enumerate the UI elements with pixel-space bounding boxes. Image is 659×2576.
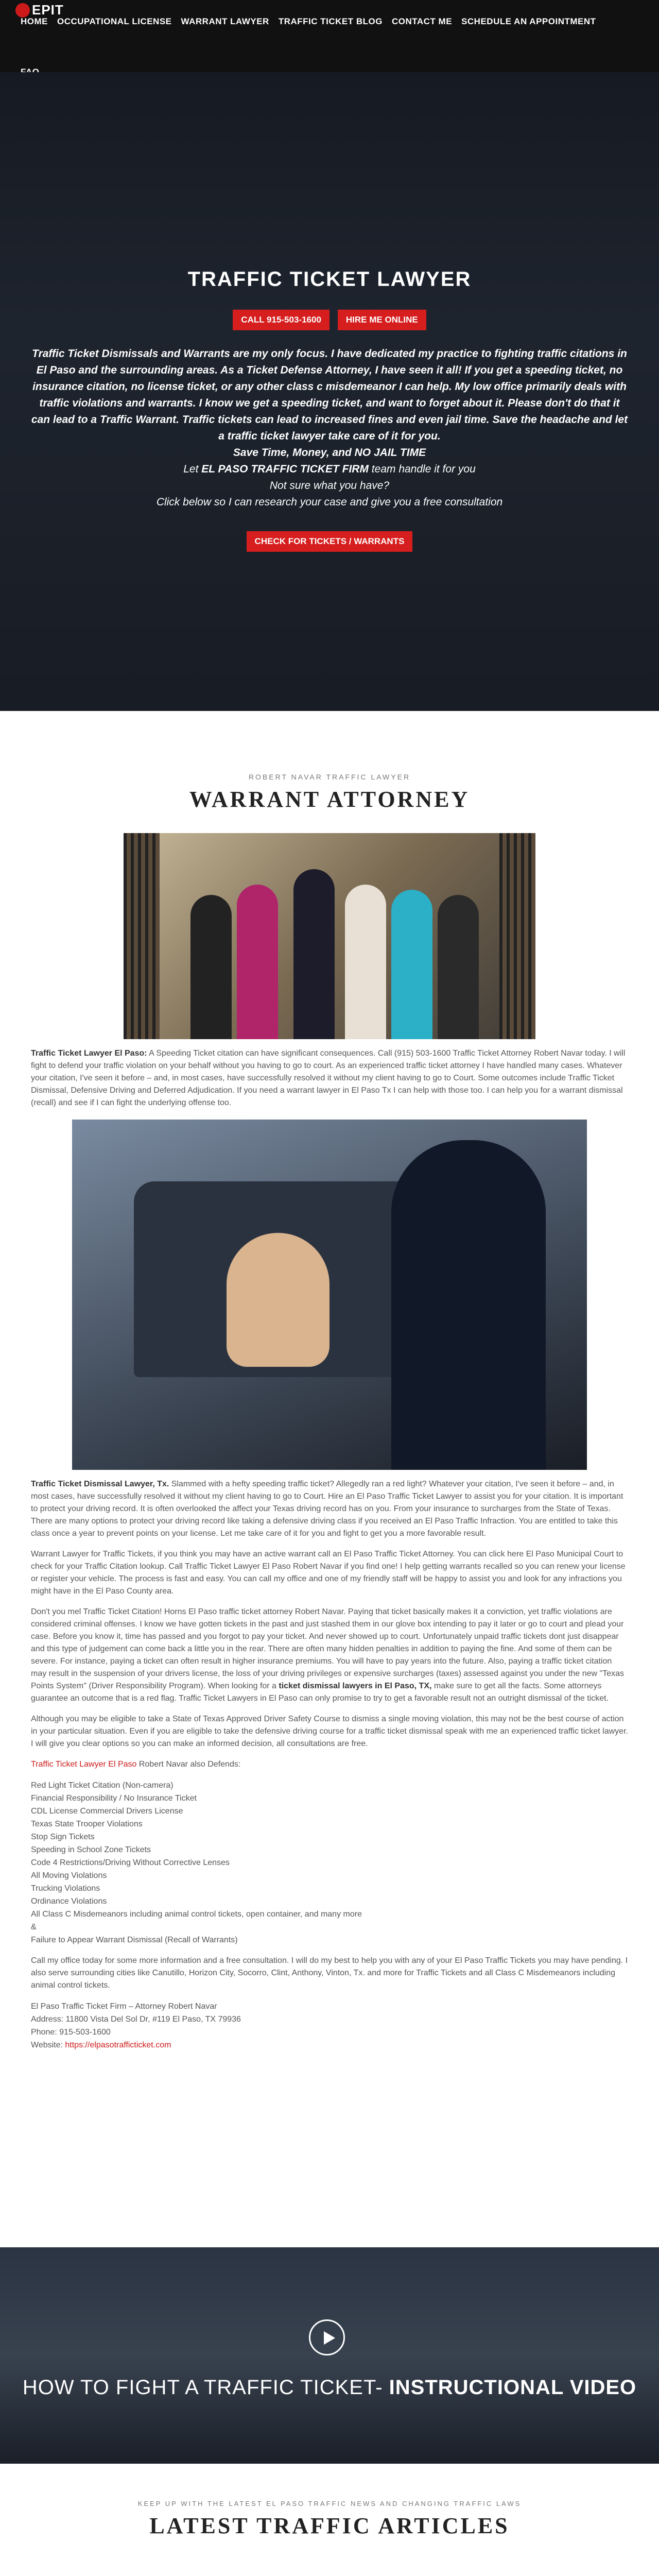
traffic-ticket-lawyer-link[interactable]: Traffic Ticket Lawyer El Paso: [31, 1760, 137, 1769]
hire-online-button[interactable]: HIRE ME ONLINE: [338, 310, 426, 330]
website-link[interactable]: https://elpasotrafficticket.com: [65, 2041, 171, 2049]
list-item: Texas State Trooper Violations: [31, 1820, 143, 1828]
para-2: Traffic Ticket Dismissal Lawyer, Tx. Slammed with a hefty speeding traffic ticket? Allegedly ran a red light? Whatever your citation, I've seen it before – and, in most cases, have successfully resolved it without my client having to go to Court. Hire an El Paso Traffic Ticket Lawyer to assist you for your citation. It is important to protect your driving record. It is often overlooked the affect your Texas driving record has on you. From your insurance to surcharges from the State of Texas. There are many options to protect your driving record like taking a defensive driving class if you received an El Paso Traffic Infraction. You are entitled to take this class once a year to prevent points on your license. Let me take care of it for you and fight to get you a more favorable result.: [31, 1480, 623, 1538]
site-header: [0, 0, 659, 72]
defends-list: [31, 1779, 628, 1946]
main-nav: [21, 14, 649, 77]
nav-item-traffic-ticket-blog[interactable]: TRAFFIC TICKET BLOG: [278, 16, 383, 26]
hero-save: Save Time, Money, and NO JAIL TIME: [233, 447, 426, 459]
list-item: Stop Sign Tickets: [31, 1833, 95, 1841]
list-item: Ordinance Violations: [31, 1897, 107, 1906]
video-section: [0, 2247, 659, 2464]
call-button[interactable]: CALL 915-503-1600: [233, 310, 330, 330]
contact-phone: Phone: 915-503-1600: [31, 2028, 111, 2037]
hero-section: [0, 72, 659, 711]
list-item: CDL License Commercial Drivers License: [31, 1807, 183, 1816]
warrant-section: [0, 711, 659, 2052]
hero-lead: Traffic Ticket Dismissals and Warrants are my only focus. I have dedicated my practice to fighting traffic citations in El Paso and the surrounding areas. As a Ticket Defense Attorney, I have seen it all! If you get a speeding ticket, no insurance citation, no license ticket, or any other class c misdemeanor I can help. My low office primarily deals with traffic violations and warrants. I know we get a speeding ticket, and want to forget about it. Please don't do that it can lead to a Traffic Warrant. Traffic tickets can lead to increased fines and even jail time. Save the headache and let a traffic ticket lawyer take care of it for you.: [31, 348, 628, 442]
contact-address: Address: 11800 Vista Del Sol Dr, #119 El Paso, TX 79936: [31, 2015, 241, 2024]
contact-firm: El Paso Traffic Ticket Firm – Attorney Robert Navar: [31, 2002, 217, 2011]
list-item: Failure to Appear Warrant Dismissal (Recall of Warrants): [31, 1936, 238, 1944]
check-tickets-button[interactable]: CHECK FOR TICKETS / WARRANTS: [247, 531, 413, 552]
hero-not-sure: Not sure what you have?: [269, 480, 390, 492]
logo-text: EPIT: [32, 2, 64, 18]
list-item: Speeding in School Zone Tickets: [31, 1845, 151, 1854]
traffic-stop-photo: [72, 1120, 587, 1470]
list-item: Financial Responsibility / No Insurance Ticket: [31, 1794, 197, 1803]
latest-articles-section: [0, 2464, 659, 2576]
hero-let: Let EL PASO TRAFFIC TICKET FIRM team handle it for you: [183, 463, 476, 475]
latest-title: LATEST TRAFFIC ARTICLES: [149, 2513, 510, 2538]
warrant-title: WARRANT ATTORNEY: [189, 787, 470, 812]
nav-item-home[interactable]: HOME: [21, 16, 48, 26]
nav-item-contact-me[interactable]: CONTACT ME: [392, 16, 453, 26]
latest-eyebrow: KEEP UP WITH THE LATEST EL PASO TRAFFIC NEWS AND CHANGING TRAFFIC LAWS: [137, 2500, 522, 2507]
para-5: Although you may be eligible to take a State of Texas Approved Driver Safety Course to dismiss a single moving violation, this may not be the best course of action in your particular situation. Even if you are eligible to take the defensive driving course for a traffic ticket dismissal speak with me an experienced traffic ticket lawyer. I will give you clear options so you can make an informed decision, all consultations are free.: [31, 1715, 628, 1748]
play-icon[interactable]: [309, 2319, 345, 2355]
team-photo: [124, 833, 535, 1039]
firm-name: EL PASO TRAFFIC TICKET FIRM: [201, 463, 369, 475]
list-item: Code 4 Restrictions/Driving Without Corrective Lenses: [31, 1858, 230, 1867]
hero-title: TRAFFIC TICKET LAWYER: [187, 268, 472, 291]
list-item: Trucking Violations: [31, 1884, 100, 1893]
warrant-eyebrow: ROBERT NAVAR TRAFFIC LAWYER: [248, 773, 411, 781]
list-item: All Class C Misdemeanors including animal control tickets, open container, and many more: [31, 1910, 362, 1919]
defends-heading: Traffic Ticket Lawyer El Paso Robert Navar also Defends:: [31, 1760, 241, 1769]
contact-website: Website: https://elpasotrafficticket.com: [31, 2041, 171, 2049]
nav-item-warrant-lawyer[interactable]: WARRANT LAWYER: [181, 16, 269, 26]
para-1: Traffic Ticket Lawyer El Paso: A Speeding Ticket citation can have significant consequences. Call (915) 503-1600 Traffic Ticket Attorney Robert Navar today. I will fight to defend your traffic violation on your behalf without you having to go to court. As an experienced traffic ticket attorney I have handled many cases. Whatever your citation, I've seen it before – and, in most cases, have successfully resolved it without my client having to go to Court. Some outcomes include Traffic Ticket Dismissal, Defensive Driving and Deferred Adjudication. If you need a warrant lawyer in El Paso Tx I can help with those too. I can help you for a warrant dismissal (recall) and see if I can fight the underlying offense too.: [31, 1049, 626, 1107]
para-6: Call my office today for some more information and a free consultation. I will do my best to help you with any of your El Paso Traffic Tickets you may have pending. I also serve surrounding cities like Canutillo, Horizon City, Socorro, Clint, Anthony, Vinton, Tx. and more for Traffic Tickets and all Class C Misdemeanors including animal control tickets.: [31, 1956, 628, 1990]
list-item: &: [31, 1923, 37, 1931]
video-title: HOW TO FIGHT A TRAFFIC TICKET- INSTRUCTIONAL VIDEO: [22, 2376, 637, 2399]
contact-block: [31, 2000, 628, 2052]
nav-item-occupational-license[interactable]: OCCUPATIONAL LICENSE: [57, 16, 172, 26]
list-item: Red Light Ticket Citation (Non-camera): [31, 1781, 174, 1790]
para-4: Don't you mel Traffic Ticket Citation! Horns El Paso traffic ticket attorney Robert Navar. Paying that ticket basically makes it a conviction, yet traffic violations are considered criminal offenses. I know we have gotten tickets in the past and just stashed them in our glove box intending to pay it later or go to court and plead your case. Before you know it, time has passed and you forgot to pay your ticket. And never showed up to court. Unfortunately unpaid traffic tickets dont just disappear and this type of judgement can come back a little you in the rear. There are often many hidden penalties in addition to paying the fine. And some of them can be severe. For instance, paying a ticket can often result in higher insurance premiums. You will have to pay years into the future. Also, paying a traffic ticket citation may result in the suspension of your drivers license, the loss of your driving privileges or expensive surcharges (taxes) assessed against you under the new "Texas Points System" (Driver Responsibility Program). When looking for a ticket dismissal lawyers in El Paso, TX, make sure to get all the facts. Some attorneys guarantee an outcome that is a red flag. Traffic Ticket Lawyers in El Paso can only promise to try to get a favorable result not an outright dismissal of the ticket.: [31, 1607, 625, 1703]
hero-click: Click below so I can research your case and give you a free consultation: [156, 496, 503, 508]
nav-item-schedule-appointment[interactable]: SCHEDULE AN APPOINTMENT: [461, 16, 596, 26]
para-3: Warrant Lawyer for Traffic Tickets, if you think you may have an active warrant call an El Paso Traffic Ticket Attorney. You can click here El Paso Municipal Court to check for your Traffic Citation lookup. Call Traffic Ticket Lawyer El Paso Robert Navar if you find one! I help getting warrants recalled so you can renew your license or register your vehicle. The process is fast and easy. You can call my office and one of my friendly staff will be happy to assist you and look for any infractions you might have in the El Paso County area.: [31, 1550, 626, 1596]
list-item: All Moving Violations: [31, 1871, 107, 1880]
